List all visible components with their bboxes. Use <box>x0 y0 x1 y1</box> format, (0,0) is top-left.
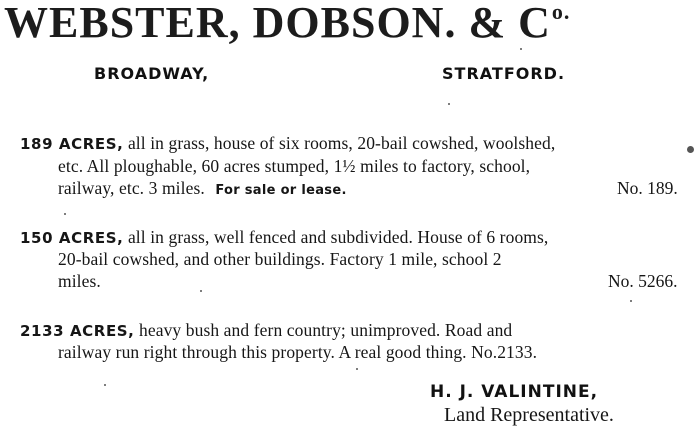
listing-1-line-2: etc. All ploughable, 60 acres stumped, 1½ miles to factory, school, <box>58 156 531 176</box>
agent-title: Land Representative. <box>444 404 614 426</box>
location-town: STRATFORD. <box>442 64 566 83</box>
ink-speck <box>520 48 522 50</box>
ink-speck <box>356 368 358 370</box>
firm-name-superscript: o. <box>551 0 571 24</box>
ink-speck <box>200 290 202 292</box>
listing-1-ref: No. 189. <box>617 178 678 198</box>
listing-2-line-2: 20-bail cowshed, and other buildings. Factory 1 mile, school 2 <box>58 249 502 269</box>
listing-3-line-2: railway run right through this property. A real good thing. No.2133. <box>58 342 538 362</box>
ink-speck <box>64 213 66 215</box>
listing-1-line-3: railway, etc. 3 miles. For sale or lease. <box>58 178 347 198</box>
firm-name: WEBSTER, DOBSON. & $C^{o.}$ <box>4 0 571 47</box>
listing-2-line-3: miles. <box>58 271 101 291</box>
ink-speck <box>687 146 694 153</box>
listing-3-acres: 2133 ACRES, <box>20 322 135 340</box>
listing-2-acres: 150 ACRES, <box>20 229 124 247</box>
listing-2-line-1: 150 ACRES, all in grass, well fenced and subdivided. House of 6 rooms, <box>20 227 549 247</box>
ink-speck <box>448 103 450 105</box>
ink-speck <box>104 384 106 386</box>
listing-1-note: For sale or lease. <box>215 183 347 198</box>
ink-speck <box>630 300 632 302</box>
listing-3-line-1: 2133 ACRES, heavy bush and fern country; unimproved. Road and <box>20 320 513 340</box>
location-street: BROADWAY, <box>94 64 210 83</box>
listing-1-acres: 189 ACRES, <box>20 135 124 153</box>
agent-name: H. J. VALINTINE, <box>430 382 599 402</box>
listing-2-ref: No. 5266. <box>608 271 678 291</box>
listing-1-line-1: 189 ACRES, all in grass, house of six rooms, 20-bail cowshed, woolshed, <box>20 133 556 153</box>
